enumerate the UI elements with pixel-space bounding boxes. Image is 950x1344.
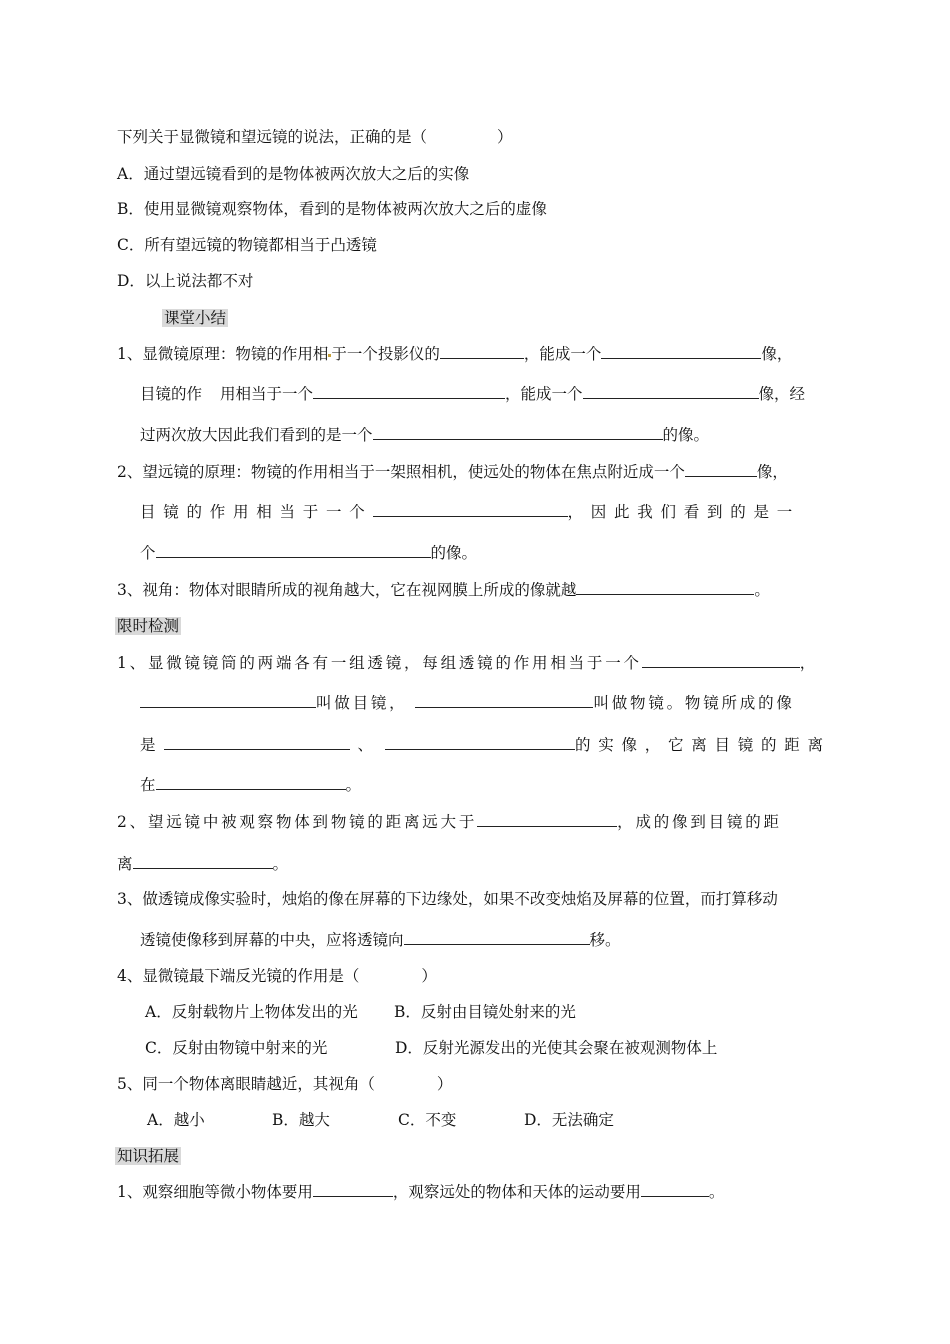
test-item-5-option-c: C．不变 — [398, 1111, 457, 1129]
test-item-5-option-b: B．越大 — [272, 1111, 330, 1129]
test-item-3-line-2: 透镜使像移到屏幕的中央，应将透镜向 移。 — [140, 931, 621, 949]
test-item-1-line-2: 叫做目镜， 叫做物镜。物镜所成的像 — [140, 693, 795, 713]
fill-blank[interactable] — [583, 384, 759, 399]
test-item-1-line-3: 是 、 的实像，它离目镜的距离 — [140, 736, 831, 754]
summary-item-1-line-2: 目镜的作 用相当于一个 ，能成一个 像，经 — [140, 385, 806, 403]
fill-blank[interactable] — [404, 930, 590, 945]
option-d: D．以上说法都不对 — [117, 272, 254, 290]
summary-item-2-line-1: 2、望远镜的原理：物镜的作用相当于一架照相机，使远处的物体在焦点附近成一个 像， — [117, 463, 788, 481]
question-stem: 下列关于显微镜和望远镜的说法，正确的是（ ） — [117, 128, 513, 146]
summary-item-2-line-2: 目镜的作用相当于一个 ，因此我们看到的是一 — [140, 503, 801, 521]
fill-blank[interactable] — [601, 344, 761, 359]
fill-blank[interactable] — [313, 1182, 393, 1197]
test-item-5-option-d: D．无法确定 — [524, 1111, 614, 1129]
fill-blank[interactable] — [642, 653, 800, 668]
section-heading-extend: 知识拓展 — [117, 1147, 180, 1165]
summary-item-2-line-3: 个 的像。 — [140, 544, 478, 562]
option-a: A．通过望远镜看到的是物体被两次放大之后的实像 — [117, 165, 470, 183]
option-b: B．使用显微镜观察物体，看到的是物体被两次放大之后的虚像 — [117, 200, 547, 218]
fill-blank[interactable] — [156, 543, 431, 558]
test-item-5-option-a: A．越小 — [147, 1111, 205, 1129]
section-heading-summary: 课堂小结 — [164, 309, 227, 327]
fill-blank[interactable] — [440, 344, 524, 359]
test-item-4: 4、显微镜最下端反光镜的作用是（ ） — [117, 967, 437, 985]
fill-blank[interactable] — [164, 735, 350, 750]
test-item-1-line-4: 在 。 — [140, 776, 362, 794]
test-item-5: 5、同一个物体离眼睛越近，其视角（ ） — [117, 1075, 453, 1093]
test-item-4-option-b: B．反射由目镜处射来的光 — [394, 1003, 576, 1021]
fill-blank[interactable] — [576, 580, 754, 595]
summary-item-3: 3、视角：物体对眼睛所成的视角越大，它在视网膜上所成的像就越 。 — [117, 581, 770, 599]
option-c: C．所有望远镜的物镜都相当于凸透镜 — [117, 236, 377, 254]
test-item-2-line-2: 离 。 — [117, 855, 289, 873]
summary-item-1-line-3: 过两次放大因此我们看到的是一个 的像。 — [140, 426, 710, 444]
summary-item-1-line-1: 1、显微镜原理：物镜的作用相 于一个投影仪的 ，能成一个 像， — [117, 345, 793, 363]
extend-item-1: 1、观察细胞等微小物体要用 ，观察远处的物体和天体的运动要用 。 — [117, 1183, 725, 1201]
fill-blank[interactable] — [140, 693, 316, 708]
test-item-4-option-a: A．反射载物片上物体发出的光 — [145, 1003, 358, 1021]
fill-blank[interactable] — [385, 735, 575, 750]
test-item-2-line-1: 2、望远镜中被观察物体到物镜的距离远大于 ，成的像到目镜的距 — [117, 813, 782, 831]
section-heading-test: 限时检测 — [117, 617, 180, 635]
fill-blank[interactable] — [133, 854, 273, 869]
test-item-1-line-1: 1、显微镜镜筒的两端各有一组透镜，每组透镜的作用相当于一个 ， — [117, 654, 816, 672]
fill-blank[interactable] — [477, 812, 617, 827]
test-item-4-option-d: D．反射光源发出的光使其会聚在被观测物体上 — [395, 1039, 718, 1057]
fill-blank[interactable] — [373, 425, 663, 440]
fill-blank[interactable] — [313, 384, 505, 399]
test-item-4-option-c: C．反射由物镜中射来的光 — [145, 1039, 328, 1057]
fill-blank[interactable] — [156, 775, 346, 790]
fill-blank[interactable] — [373, 502, 568, 517]
fill-blank[interactable] — [641, 1182, 709, 1197]
fill-blank[interactable] — [685, 462, 757, 477]
test-item-3-line-1: 3、做透镜成像实验时，烛焰的像在屏幕的下边缘处，如果不改变烛焰及屏幕的位置，而打算移动 — [117, 890, 778, 908]
fill-blank[interactable] — [415, 693, 593, 708]
